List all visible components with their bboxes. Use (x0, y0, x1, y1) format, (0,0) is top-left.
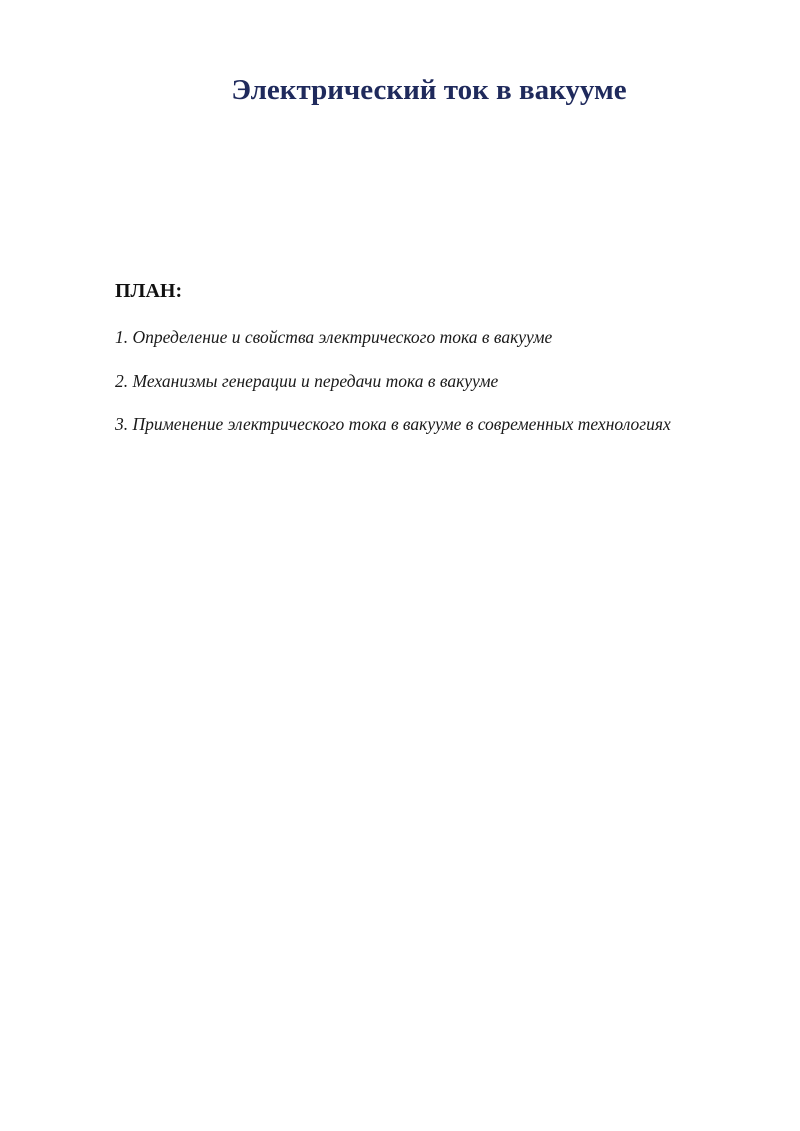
document-title: Электрический ток в вакууме (231, 74, 627, 106)
plan-item-2: 2. Механизмы генерации и передачи тока в вакууме (115, 370, 499, 391)
plan-item-3: 3. Применение электрического тока в вакууме в современных технологиях (115, 414, 671, 434)
plan-item-1: 1. Определение и свойства электрического тока в вакууме (115, 327, 553, 347)
plan-heading: ПЛАН: (115, 280, 183, 302)
plan-list (115, 326, 795, 457)
